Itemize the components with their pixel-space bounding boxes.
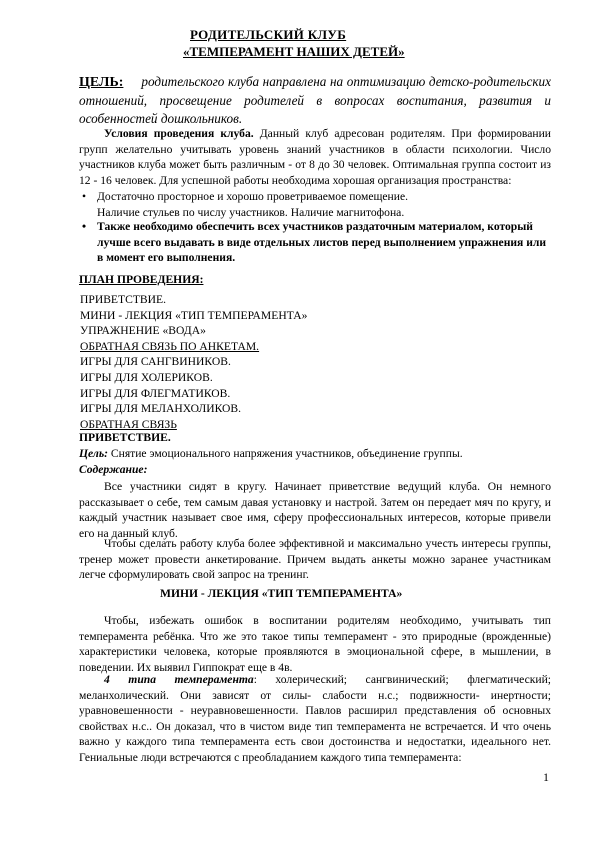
bullet-text: Достаточно просторное и хорошо проветриваемое помещение. — [97, 190, 409, 203]
goal-label: ЦЕЛЬ: — [79, 75, 124, 90]
document-title: РОДИТЕЛЬСКИЙ КЛУБ — [190, 27, 347, 42]
greeting-goal-label: Цель: — [79, 447, 108, 460]
goal-text: родительского клуба направлена на оптимизацию детско-родительских отношений, просвещение родителей в вопросах воспитания, развития и особенностей дошкольников. — [79, 74, 551, 126]
document-subtitle: «ТЕМПЕРАМЕНТ НАШИХ ДЕТЕЙ» — [183, 44, 405, 59]
conditions-label: Условия проведения клуба. — [104, 127, 254, 140]
plan-heading: ПЛАН ПРОВЕДЕНИЯ: — [79, 273, 204, 286]
greeting-goal-text: Снятие эмоционального напряжения участников, объединение группы. — [107, 447, 463, 460]
greeting-heading: ПРИВЕТСТВИЕ. — [79, 431, 171, 444]
requirements-list — [79, 189, 551, 220]
plan-item: УПРАЖНЕНИЕ «ВОДА» — [80, 324, 206, 338]
plan-item: ИГРЫ ДЛЯ ФЛЕГМАТИКОВ. — [80, 386, 231, 400]
conditions-paragraph — [79, 126, 551, 188]
plan-item: МИНИ - ЛЕКЦИЯ «ТИП ТЕМПЕРАМЕНТА» — [80, 308, 308, 322]
plan-item: ИГРЫ ДЛЯ ХОЛЕРИКОВ. — [80, 370, 213, 384]
list-item-continuation: Наличие стульев по числу участников. Наличие магнитофона. — [97, 205, 405, 219]
plan-item: ОБРАТНАЯ СВЯЗЬ ПО АНКЕТАМ. — [80, 339, 260, 353]
temperament-types-text: : холерический; сангвинический; флегматический; меланхолический. Они зависят от силы- слабости н.с.; подвижности- инертности; уравновешенности - неуравновешенности. Павлов расширил представления об основных свойствах н.с.. Он доказал, что в чистом виде тип темперамента не встречается. И что очень важно у каждого типа темперамента есть свои достоинства и недостатки, идеального нет. Гениальные люди встречаются с преобладанием каждого типа темперамента: — [79, 673, 551, 764]
greeting-content-label: Содержание: — [79, 463, 148, 476]
list-item-bold — [79, 219, 551, 266]
temperament-types-label: 4 типа темперамента — [104, 673, 254, 686]
page-number: 1 — [543, 770, 549, 784]
conditions-text: Данный клуб адресован родителям. При формировании групп желательно учитывать уровень знаний участников в области психологии. Число участников клуба может быть различным - от 8 до 30 человек. Оптимальная группа состоит из 12 - 16 человек. Для успешной работы необходима хорошая организация пространства: — [79, 127, 551, 187]
lecture-paragraph-1: Чтобы, избежать ошибок в воспитании родителям необходимо, учитывать тип темперамента ребёнка. Что же это такое типы темперамент - это природные (врожденные) характеристики человека, которые проявляются в эмоциональной сфере, в мышлении, в поведении. Их выявил Гиппократ еще в 4в. — [79, 614, 551, 674]
greeting-paragraph-2: Чтобы сделать работу клуба более эффективной и максимально учесть интересы группы, тренер может провести анкетирование. Причем выдать анкеты можно заранее участникам легче сформулировать свой запрос на тренинг. — [79, 537, 551, 581]
list-item — [79, 189, 551, 205]
greeting-goal — [79, 447, 463, 460]
plan-item: ИГРЫ ДЛЯ МЕЛАНХОЛИКОВ. — [80, 402, 242, 416]
plan-list — [80, 292, 307, 432]
greeting-paragraph-1: Все участники сидят в кругу. Начинает приветствие ведущий клуба. Он немного рассказывает о себе, тем самым давая установку и настрой. Затем он передает мяч по кругу, и каждый участник называет свое имя, сферу профессиональных интересов, которые привели его на данный клуб. — [79, 480, 551, 540]
lecture-heading: МИНИ - ЛЕКЦИЯ «ТИП ТЕМПЕРАМЕНТА» — [160, 587, 403, 600]
plan-item: ПРИВЕТСТВИЕ. — [80, 293, 166, 306]
bullet-icon: • — [82, 220, 87, 233]
goal-paragraph — [79, 73, 551, 128]
plan-item: ОБРАТНАЯ СВЯЗЬ — [80, 417, 177, 431]
bullet-text: Также необходимо обеспечить всех участников раздаточным материалом, который лучше всего выдавать в виде отдельных листов перед выполнением упражнения или в момент его выполнения. — [97, 220, 547, 264]
lecture-paragraph-2 — [79, 672, 551, 765]
bullet-icon: • — [82, 190, 87, 203]
plan-item: ИГРЫ ДЛЯ САНГВИНИКОВ. — [80, 355, 231, 369]
